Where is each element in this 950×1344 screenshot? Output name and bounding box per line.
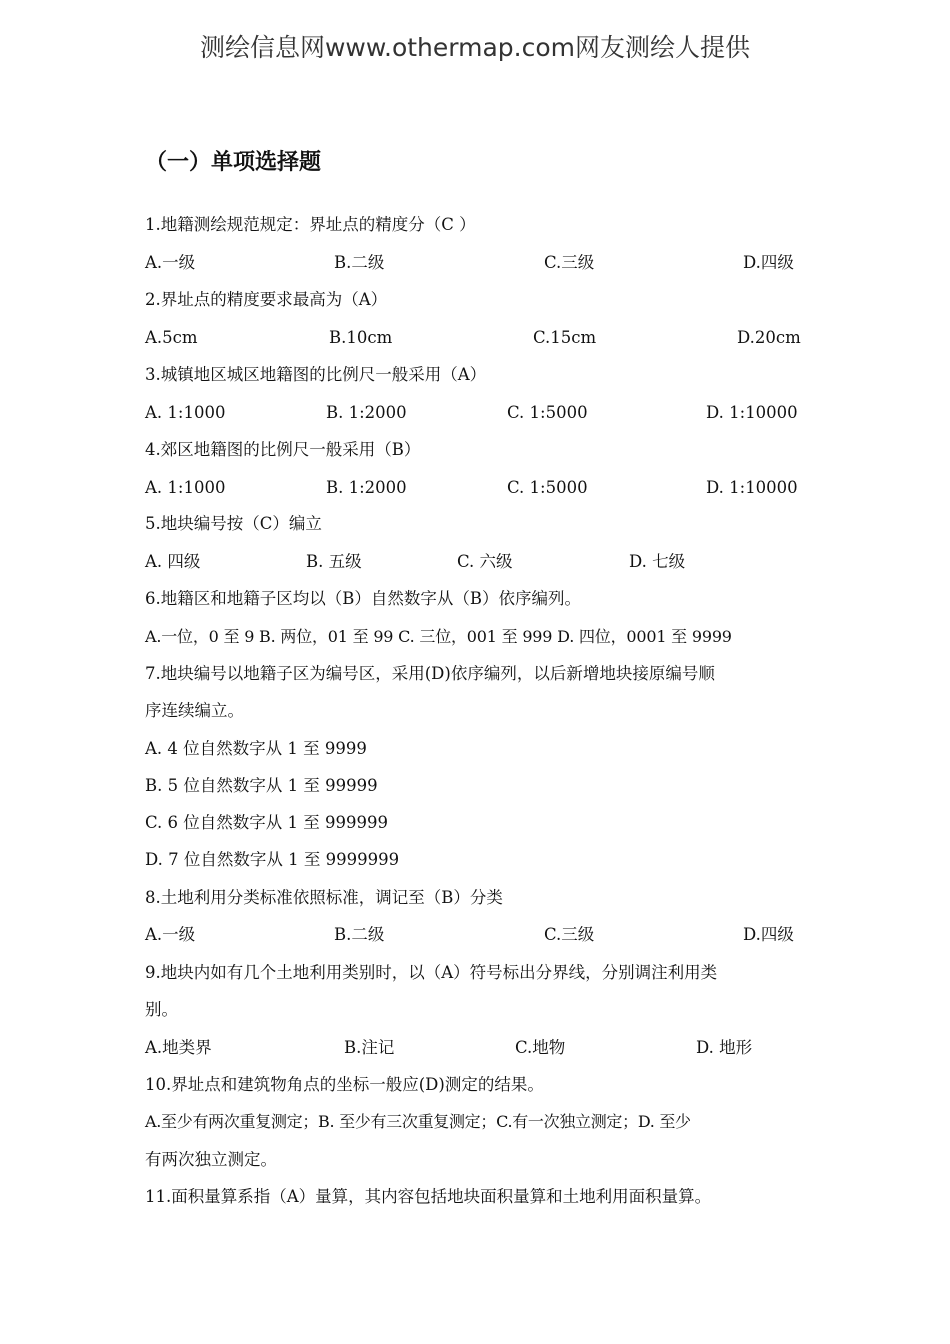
question-1-stem: 1.地籍测绘规范规定：界址点的精度分（C ）	[145, 215, 476, 234]
question-1-option-d: D.四级	[743, 253, 794, 272]
question-7-option-d: D. 7 位自然数字从 1 至 9999999	[145, 850, 400, 869]
question-5-stem: 5.地块编号按（C）编立	[145, 514, 322, 533]
question-11-stem: 11.面积量算系指（A）量算，其内容包括地块面积量算和土地利用面积量算。	[145, 1187, 712, 1206]
question-8-stem: 8.土地利用分类标准依照标准，调记至（B）分类	[145, 888, 503, 907]
question-9-option-d: D. 地形	[696, 1038, 753, 1057]
question-3-option-b: B. 1:2000	[326, 403, 407, 422]
question-5-option-c: C. 六级	[457, 552, 513, 571]
question-4-option-b: B. 1:2000	[326, 478, 407, 497]
question-5-option-a: A. 四级	[145, 552, 201, 571]
question-2-option-b: B.10cm	[329, 328, 393, 347]
question-9-option-a: A.地类界	[145, 1038, 212, 1057]
question-8-option-b: B.二级	[334, 925, 385, 944]
question-8-option-a: A.一级	[145, 925, 196, 944]
question-7-stem-line-1: 7.地块编号以地籍子区为编号区，采用(D)依序编列，以后新增地块接原编号顺	[145, 664, 715, 683]
question-7-option-b: B. 5 位自然数字从 1 至 99999	[145, 776, 378, 795]
question-3-option-d: D. 1:10000	[706, 403, 798, 422]
question-2-option-a: A.5cm	[145, 328, 198, 347]
question-6-options: A.一位，0 至 9 B. 两位，01 至 99 C. 三位，001 至 999 D. 四位，0001 至 9999	[145, 627, 732, 646]
question-3-option-a: A. 1:1000	[145, 403, 226, 422]
question-7-option-c: C. 6 位自然数字从 1 至 999999	[145, 813, 388, 832]
question-9-stem-line-1: 9.地块内如有几个土地利用类别时，以（A）符号标出分界线，分别调注利用类	[145, 963, 718, 982]
question-8-option-c: C.三级	[544, 925, 595, 944]
question-2-option-c: C.15cm	[533, 328, 597, 347]
question-7-option-a: A. 4 位自然数字从 1 至 9999	[145, 739, 367, 758]
question-3-option-c: C. 1:5000	[507, 403, 588, 422]
question-1-option-a: A.一级	[145, 253, 196, 272]
question-10-stem: 10.界址点和建筑物角点的坐标一般应(D)测定的结果。	[145, 1075, 544, 1094]
question-8-option-d: D.四级	[743, 925, 794, 944]
page-header: 测绘信息网www.othermap.com网友测绘人提供	[199, 33, 751, 62]
question-9-option-b: B.注记	[344, 1038, 395, 1057]
question-6-stem: 6.地籍区和地籍子区均以（B）自然数字从（B）依序编列。	[145, 589, 581, 608]
question-10-options-line-2: 有两次独立测定。	[145, 1150, 277, 1169]
question-4-option-a: A. 1:1000	[145, 478, 226, 497]
question-1-option-c: C.三级	[544, 253, 595, 272]
question-9-stem-line-2: 别。	[145, 1000, 178, 1019]
question-10-options-line-1: A.至少有两次重复测定；B. 至少有三次重复测定；C.有一次独立测定；D. 至少	[145, 1112, 691, 1131]
question-9-option-c: C.地物	[515, 1038, 566, 1057]
question-2-option-d: D.20cm	[737, 328, 801, 347]
question-1-option-b: B.二级	[334, 253, 385, 272]
question-3-stem: 3.城镇地区城区地籍图的比例尺一般采用（A）	[145, 365, 487, 384]
question-7-stem-line-2: 序连续编立。	[145, 701, 244, 720]
question-2-stem: 2.界址点的精度要求最高为（A）	[145, 290, 388, 309]
question-4-option-c: C. 1:5000	[507, 478, 588, 497]
question-5-option-b: B. 五级	[306, 552, 362, 571]
question-5-option-d: D. 七级	[629, 552, 686, 571]
question-4-stem: 4.郊区地籍图的比例尺一般采用（B）	[145, 440, 421, 459]
section-title: （一）单项选择题	[145, 150, 322, 175]
question-4-option-d: D. 1:10000	[706, 478, 798, 497]
